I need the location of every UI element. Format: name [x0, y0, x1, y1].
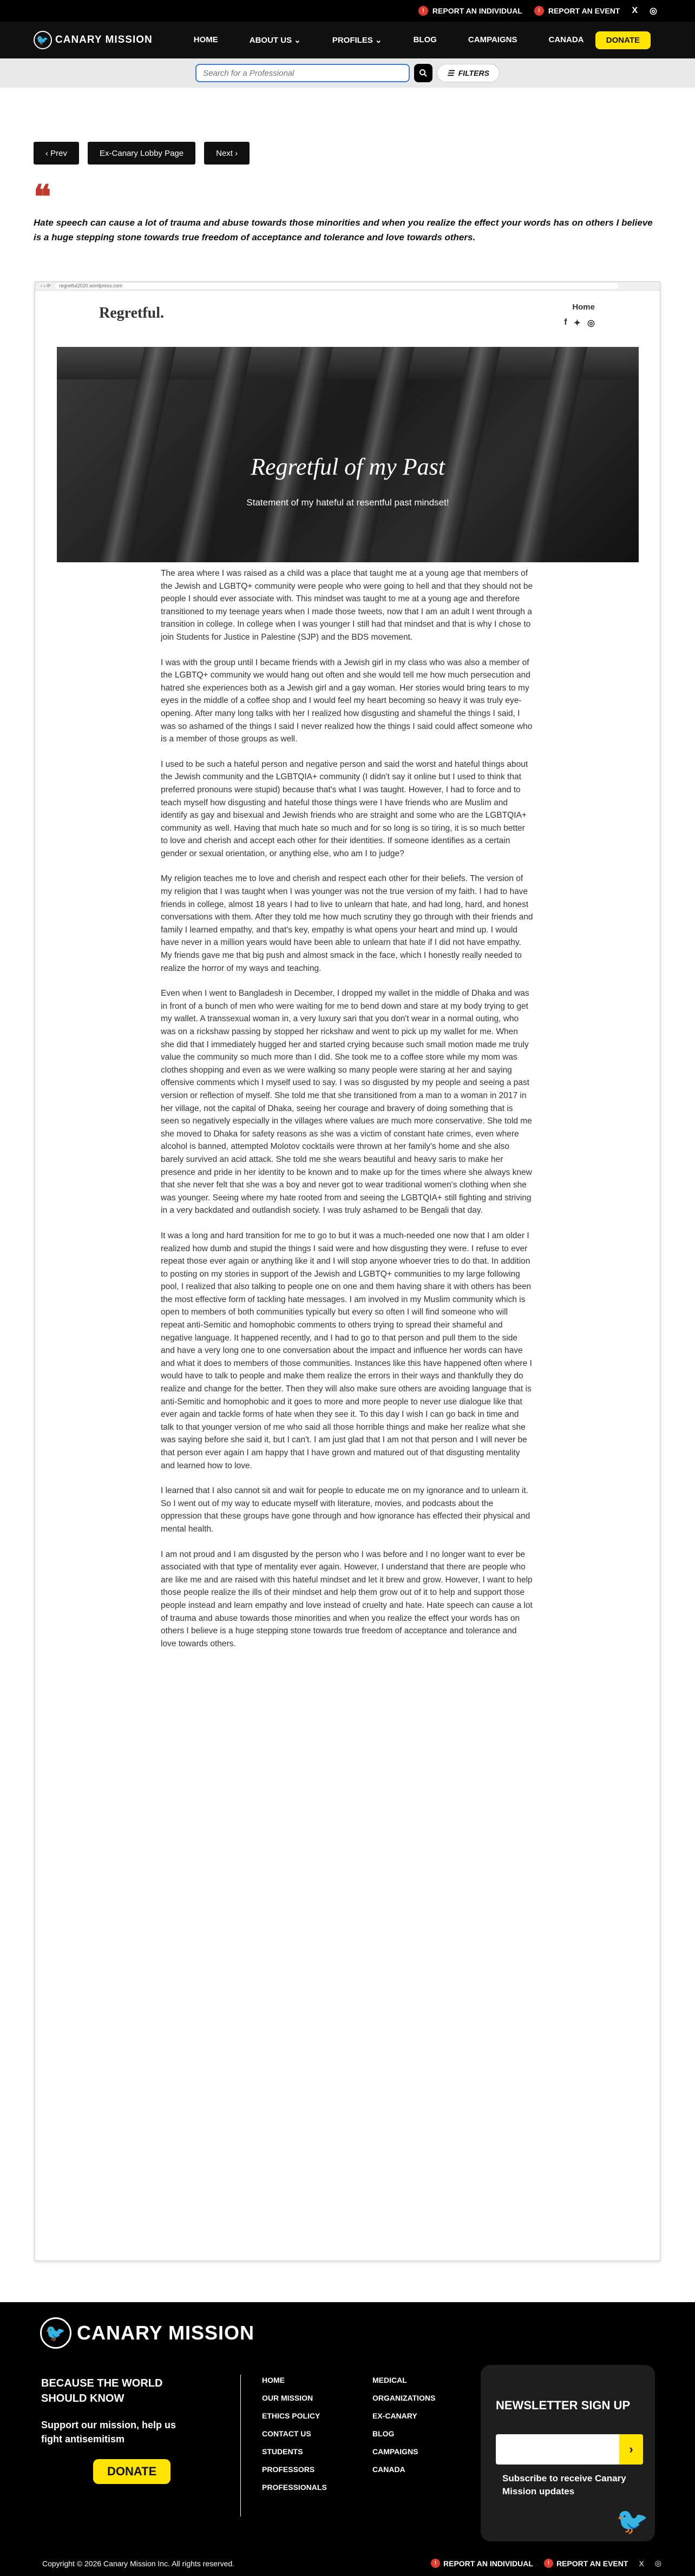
newsletter-email-input[interactable] [496, 2434, 619, 2465]
blog-hero-image [57, 347, 639, 562]
instagram-icon[interactable]: ◎ [650, 6, 657, 16]
blog-header [35, 291, 660, 347]
featured-quote: Hate speech can cause a lot of trauma and abuse towards those minorities and when you realize the effect your words has on others I believe is a huge stepping stone towards true freedom of acceptance and tolerance and love towards others. [34, 218, 653, 242]
article-paragraph: I am not proud and I am disgusted by the person who I was before and I no longer want to ever be associated with that type of mentality ever again. However, I understand that there are people who are like me and are raised with this hateful mindset and let it brew and grow. However, I want to help those people realize the ills of their mindset and help them grow out of it to help and support those people instead and learn empathy and love instead of cruelty and hate. Hate speech can cause a lot of trauma and abuse towards those minorities and when you realize the effect your words has on others I believe is a huge stepping stone towards true freedom of acceptance and tolerance and love towards others. [161, 1549, 533, 1648]
footer-link-students[interactable]: STUDENTS [262, 2447, 303, 2456]
footer-report-event-label: REPORT AN EVENT [556, 2559, 628, 2568]
footer-link-canada[interactable]: CANADA [372, 2465, 405, 2474]
newsletter-submit-button[interactable]: › [619, 2434, 643, 2465]
article-paragraph: I used to be such a hateful person and negative person and said the worst and hateful things about the Jewish community and the LGBTQIA+ community (I didn't say it online but I used to think that preferred pronouns were stupid) because that's what I was taught. However, I had to force and to teach myself how disgusting and hateful those things were I have friends who are Muslim and identify as gay and bisexual and Jewish friends who are straight and some who are the LGBTQIA+ community as well. Having that much hate so much and for so long is so tiring, it is so much better to love and cherish and accept each other for their identities. If someone identifies as a certain gender or sexual orientation, or anything else, who am I to judge? [161, 759, 528, 858]
report-icon: ! [534, 6, 544, 16]
browser-chrome [35, 282, 660, 291]
footer-link-campaigns[interactable]: CAMPAIGNS [372, 2447, 418, 2456]
footer-report-links [431, 2559, 661, 2568]
site-logo[interactable] [34, 31, 153, 49]
blog-home-link: Home [572, 303, 595, 312]
footer-tagline: BECAUSE THE WORLD SHOULD KNOW [41, 2377, 163, 2404]
x-icon[interactable]: X [639, 2559, 644, 2568]
nav-campaigns[interactable]: CAMPAIGNS [468, 35, 517, 44]
browser-nav-icons: ‹ › ⟳ [41, 283, 51, 288]
footer-link-ethics-policy[interactable]: ETHICS POLICY [262, 2411, 320, 2420]
canary-bird-icon: 🐦 [40, 2317, 71, 2349]
nav-links [194, 35, 584, 45]
profile-pager [34, 142, 695, 165]
footer-links-col-2 [372, 2375, 435, 2475]
report-event-label: REPORT AN EVENT [548, 6, 620, 15]
evidence-screenshot [35, 281, 660, 2261]
footer-report-individual-link[interactable] [431, 2559, 533, 2568]
nav-home[interactable]: HOME [193, 35, 218, 44]
filters-button[interactable] [437, 64, 500, 82]
footer-logo-text: CANARY MISSION [77, 2322, 255, 2344]
canary-bird-icon: 🐦 [34, 31, 52, 49]
footer-donate-button[interactable]: DONATE [93, 2459, 171, 2484]
instagram-icon: ◎ [587, 319, 595, 328]
footer-report-event-link[interactable] [544, 2559, 628, 2568]
footer-divider [240, 2375, 241, 2516]
footer-link-professionals[interactable]: PROFESSIONALS [262, 2483, 327, 2492]
canary-bird-icon: 🐦 [616, 2507, 648, 2536]
article-paragraph: Even when I went to Bangladesh in December, I dropped my wallet in the middle of Dhaka and was in front of a bunch of men who were waiting for me to bend down and stare at my body trying to get my wallet. A transsexual woman in, a very luxury sari that you don't wear in a normal outing, who was on a rickshaw passing by stopped her rickshaw and went to pick up my wallet for me. When she did that I immediately hugged her and started crying because such small motion made me truly value the community so much more than I did. She took me to a coffee store while my mom was clothes shopping and even as we were walking so many people were staring at her and saying offensive comments which I myself used to say. I was so disgusted by my people and seeing a past version or reflection of myself. She told me that she transitioned from a man to a woman in 2017 in her village, not the capital of Dhaka, seeing her courage and bravery of doing something that is seen so negatively especially in the villages where values are much more conservative. She told me she moved to Dhaka for safety reasons as she was a victim of constant hate crimes, even where alcohol is banned, attempted Molotov cocktails were thrown at her family's home and she also barely survived an acid attack. She told me she wears beautiful and heavy saris to make her presence and pride in her identity to be known and to make up for the times where she always knew that she never felt that she was a boy and never got to wear traditional women's clothing when she was younger. Seeing where my hate rooted from and seeing the LGBTQIA+ still fighting and striving in a very backdated and outlandish society. I was truly ashamed to be Bengali that day. [161, 989, 532, 1215]
main-nav [0, 22, 695, 58]
footer-links-col-1 [262, 2375, 327, 2493]
footer-link-professors[interactable]: PROFESSORS [262, 2465, 315, 2474]
footer-report-individual-label: REPORT AN INDIVIDUAL [443, 2559, 533, 2568]
x-icon[interactable]: X [632, 6, 638, 15]
report-icon: ! [418, 6, 428, 16]
article-paragraph: It was a long and hard transition for me to go to but it was a much-needed one now that I am older I realized how dumb and stupid the things I said were and how disgusting they were. I refuse to ever repeat those ever again or anything like it and I will stop anyone whoever tries to do that. In addition to posting on my stories in support of the Jewish and LGBTQ+ communities to my large following pool, I realized that also talking to people one on one and them having share it with others has been the most effective form of tackling hate messages. I am involved in my Muslim community which is open to members of both communities typically but every so often I will find someone who will repeat anti-Semitic and homophobic comments to others trying to spread their shameful and negative language. It happened recently, and I had to go to that person and pull them to the side and have a very long one to one conversation about the impact and influence her words can have and what it does to members of those communities. Instances like this have happened often where I would have to talk to people and make them realize the errors in their ways and thankfully they do realize and change for the better. Then they will also make sure others are avoiding language that is anti-Semitic and homophobic and it goes to more and more people to never use dialogue like that ever again and tackle forms of hate when they see it. To this day I wish I can go back in time and talk to that younger version of me who said all those horrible things and make her realize what she was saying before she said it, but I can't. I am just glad that I am not that person and I will never be that person ever again I am happy that I have grown and matured out of that disgusting mentality and learned how to love. [161, 1231, 532, 1470]
hero-subtitle: Statement of my hateful at resentful past mindset! [246, 497, 449, 508]
article-paragraph: My religion teaches me to love and cherish and respect each other for their beliefs. The version of my religion that I was taught when I was younger was not the true version of my faith. I had to have friends in college, almost 18 years I had to live to unlearn that hate, and had long, hard, and honest conversations with them. After they told me how much scrutiny they go through with their friends and family I learned empathy, and that's key, empathy is what opens your heart and mind up. I would have never in a million years would have been able to unlearn that hate if I did not have empathy. My friends gave me that big push and almost smack in the face, which I honestly really needed to realize the horror of my ways and teaching. [161, 874, 533, 973]
report-event-link[interactable] [534, 6, 620, 16]
report-icon: ! [431, 2559, 440, 2568]
logo-text: CANARY MISSION [55, 34, 153, 45]
hero-title: Regretful of my Past [251, 454, 445, 480]
copyright: Copyright © 2026 Canary Mission Inc. All rights reserved. [42, 2559, 235, 2568]
nav-blog[interactable]: BLOG [413, 35, 437, 44]
filters-icon: ☰ [447, 68, 454, 77]
filters-label: FILTERS [458, 69, 489, 77]
search-icon [419, 69, 428, 77]
report-icon: ! [544, 2559, 553, 2568]
blog-title: Regretful. [99, 305, 164, 321]
blog-article [161, 567, 533, 1662]
nav-canada[interactable]: CANADA [548, 35, 584, 44]
footer-link-home[interactable]: HOME [262, 2376, 285, 2384]
footer-link-medical[interactable]: MEDICAL [372, 2376, 407, 2384]
browser-url: regretful2020.wordpress.com [55, 283, 618, 289]
footer-logo[interactable] [40, 2317, 254, 2349]
site-footer [0, 2302, 695, 2576]
newsletter-title: NEWSLETTER SIGN UP [496, 2398, 631, 2412]
footer-link-organizations[interactable]: ORGANIZATIONS [372, 2394, 436, 2402]
top-utility-bar [0, 0, 695, 22]
report-individual-link[interactable] [418, 6, 522, 16]
newsletter-panel [481, 2365, 655, 2541]
footer-bottom-bar [42, 2559, 661, 2568]
nav-profiles[interactable]: PROFILES ⌄ [332, 36, 382, 45]
twitter-icon: ✦ [573, 319, 581, 328]
newsletter-description: Subscribe to receive Canary Mission updates [502, 2473, 626, 2496]
blog-social-icons [564, 318, 595, 328]
search-input[interactable] [195, 64, 410, 82]
facebook-icon: f [564, 318, 567, 327]
article-paragraph: I was with the group until I became friends with a Jewish girl in my class who was also a member of the LGBTQ+ community we would hang out often and she would tell me how much persecution and hatred she experiences both as a Jewish girl and a gay woman. Her stories would bring tears to my eyes in the middle of a coffee shop and I would feel my heart becoming so heavy it was truly eye-opening. After many long talks with her I realized how disgusting and shameful the things I said, I was so ashamed of the things I said I never realized how the things I said could affect someone who is a member of those groups as well. [161, 658, 533, 744]
quote-icon: ❝ [34, 179, 51, 215]
nav-about-us[interactable]: ABOUT US ⌄ [249, 36, 301, 45]
search-bar [0, 58, 695, 88]
search-button[interactable] [414, 64, 432, 82]
instagram-icon[interactable]: ◎ [654, 2559, 661, 2567]
footer-link-contact-us[interactable]: CONTACT US [262, 2429, 311, 2438]
footer-link-our-mission[interactable]: OUR MISSION [262, 2394, 313, 2402]
prev-button[interactable]: ‹ Prev [34, 142, 79, 165]
footer-support-text: Support our mission, help us fight antisemitism [41, 2420, 176, 2444]
article-paragraph: The area where I was raised as a child was a place that taught me at a young age that members of the Jewish and LGBTQ+ community were people who were going to hell and that they should not be people I should ever associate with. This mindset was taught to me at a young age and therefore transitioned to my teenage years when I made those tweets, now that I am an adult I went through a transition in college. In college when I was younger I still had that mindset and that is why I chose to join Students for Justice in Palestine (SJP) and the BDS movement. [161, 569, 533, 642]
report-individual-label: REPORT AN INDIVIDUAL [432, 6, 522, 15]
footer-link-blog[interactable]: BLOG [372, 2429, 395, 2438]
donate-button[interactable]: DONATE [595, 31, 651, 49]
footer-link-ex-canary[interactable]: EX-CANARY [372, 2411, 417, 2420]
ex-canary-lobby-button[interactable]: Ex-Canary Lobby Page [88, 142, 195, 165]
next-button[interactable]: Next › [204, 142, 250, 165]
article-paragraph: I learned that I also cannot sit and wait for people to educate me on my ignorance and to unlearn it. So I went out of my way to educate myself with literature, movies, and podcasts about the oppression that these groups have gone through and how ignorance has effected their physical and mental health. [161, 1486, 530, 1534]
